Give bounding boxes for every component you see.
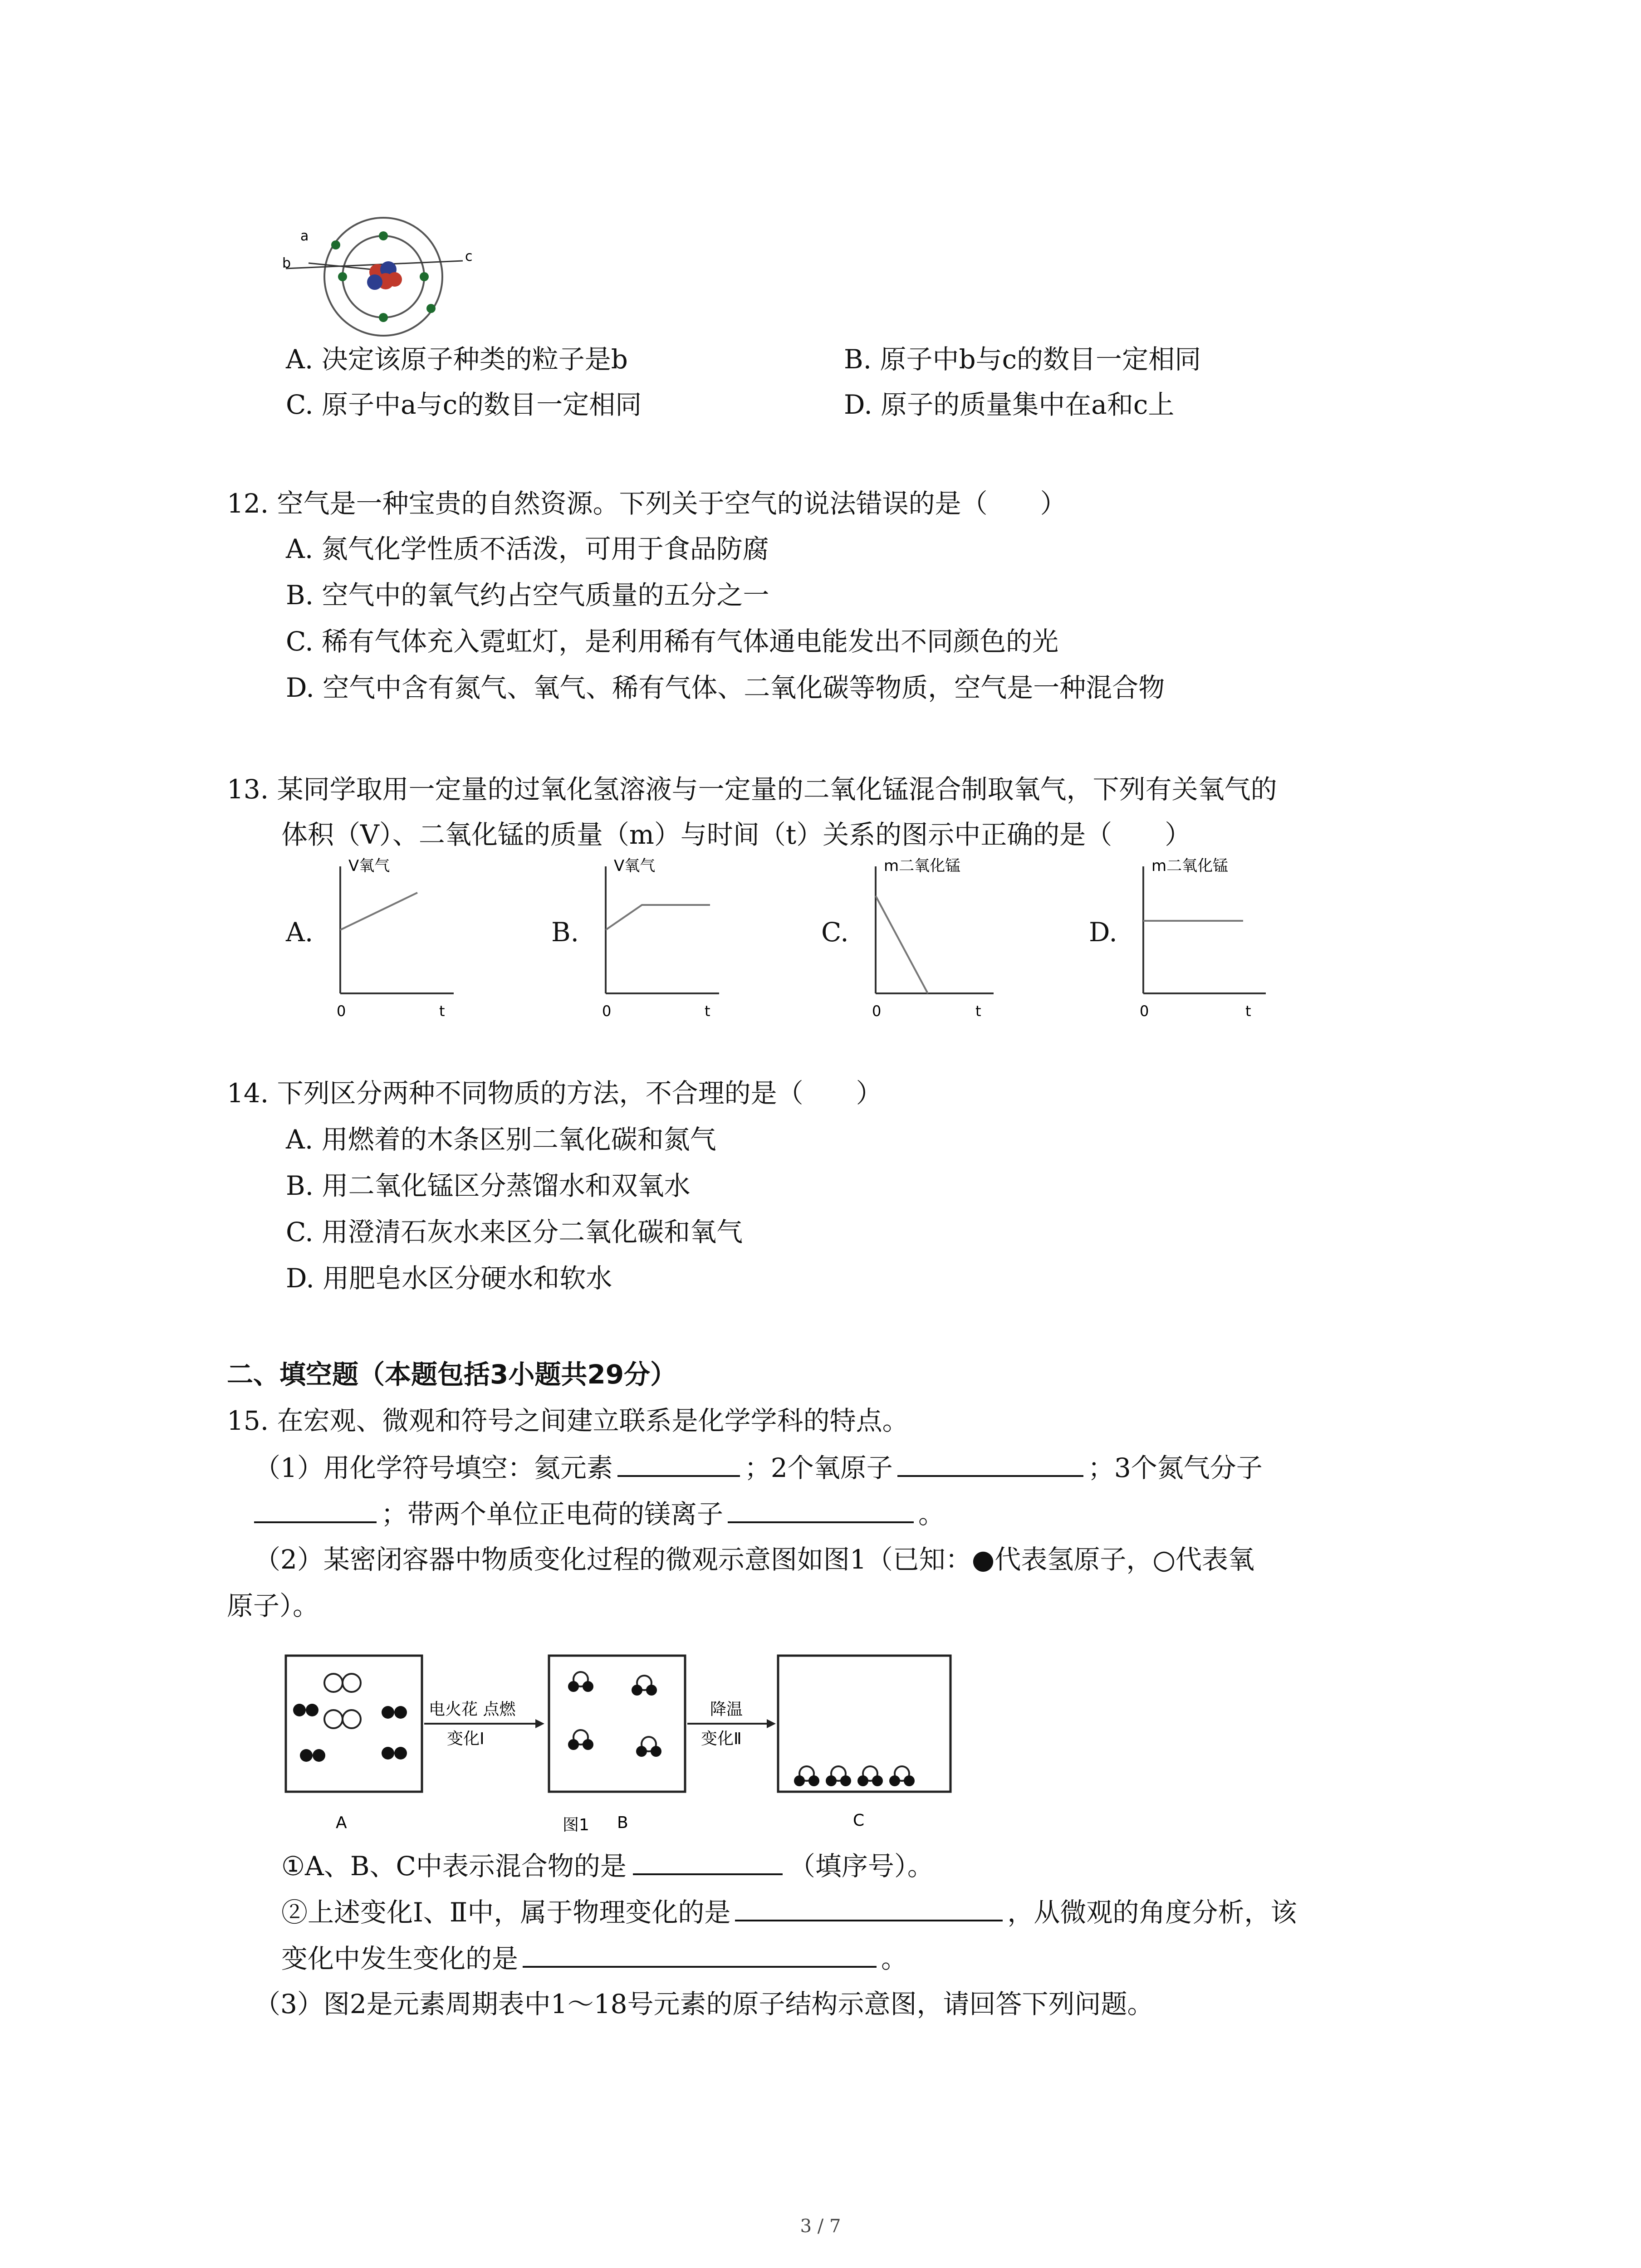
q13-graph-c-option: C. (821, 917, 849, 948)
graph-d-xlabel: t (1245, 1002, 1251, 1020)
q11-option-b: B. 原子中b与c的数目一定相同 (844, 344, 1201, 375)
q11-option-a: A. 决定该原子种类的粒子是b (286, 344, 628, 375)
q12-option-a: A. 氮气化学性质不活泼，可用于食品防腐 (286, 533, 769, 564)
arrow2-top-label: 降温 (710, 1700, 743, 1719)
graph-a-ylabel: V氧气 (348, 857, 390, 875)
q14-option-d: D. 用肥皂水区分硬水和软水 (286, 1263, 612, 1294)
water-molecules-b (568, 1672, 661, 1757)
answer-blank-magnesium-ion[interactable] (728, 1495, 914, 1523)
atom-structure-diagram (272, 213, 490, 340)
q14-option-b: B. 用二氧化锰区分蒸馏水和双氧水 (286, 1170, 691, 1201)
q13-graph-d (1130, 853, 1284, 1025)
q12-option-d: D. 空气中含有氮气、氧气、稀有气体、二氧化碳等物质，空气是一种混合物 (286, 672, 1165, 703)
graph-c-origin: 0 (872, 1002, 882, 1020)
page-number: 3 / 7 (800, 2216, 841, 2237)
q15-sub2-line1 (281, 1893, 1297, 1931)
q15-part2-line1: （2）某密闭容器中物质变化过程的微观示意图如图1（已知：●代表氢原子，○代表氧 (254, 1544, 1255, 1575)
q12-option-c: C. 稀有气体充入霓虹灯，是利用稀有气体通电能发出不同颜色的光 (286, 626, 1059, 657)
q15-p1-text-a: （1）用化学符号填空：氦元素 (254, 1452, 613, 1483)
figure-label-a: A (336, 1813, 347, 1832)
graph-c-xlabel: t (975, 1002, 981, 1020)
q11-option-c: C. 原子中a与c的数目一定相同 (286, 389, 642, 420)
q15-sub2-text-c: 变化中发生变化的是 (281, 1943, 519, 1974)
graph-a-xlabel: t (439, 1002, 445, 1020)
q15-part2-line2: 原子）。 (227, 1590, 319, 1621)
answer-blank-physical-change[interactable] (735, 1893, 1003, 1921)
graph-d-ylabel: m二氧化锰 (1151, 857, 1229, 875)
section-heading: 二、填空题（本题包括3小题共29分） (227, 1359, 677, 1390)
q13-stem-line1: 13. 某同学取用一定量的过氧化氢溶液与一定量的二氧化锰混合制取氧气，下列有关氧气的 (227, 774, 1277, 805)
q15-p1-text-d: ；带两个单位正电荷的镁离子 (381, 1499, 724, 1530)
q15-p1-text-b: ；2个氧原子 (744, 1452, 893, 1483)
q13-stem-line2: 体积（V）、二氧化锰的质量（m）与时间（t）关系的图示中正确的是（ ） (281, 819, 1191, 850)
figure-label-c: C (853, 1811, 865, 1830)
q15-sub2-text-d: 。 (881, 1943, 908, 1974)
graph-a-origin: 0 (337, 1002, 346, 1020)
q15-part3: （3）图2是元素周期表中1～18号元素的原子结构示意图，请回答下列问题。 (254, 1989, 1154, 2019)
q15-sub2-text-a: ②上述变化Ⅰ、Ⅱ中，属于物理变化的是 (281, 1897, 731, 1928)
graph-b-ylabel: V氧气 (614, 857, 656, 875)
q14-option-a: A. 用燃着的木条区别二氧化碳和氮气 (286, 1124, 716, 1155)
q11-option-d: D. 原子的质量集中在a和c上 (844, 389, 1175, 420)
q15-p1-text-e: 。 (918, 1499, 945, 1530)
q15-p1-text-c: ；3个氮气分子 (1087, 1452, 1263, 1483)
q15-part1-line2 (254, 1495, 945, 1532)
answer-blank-helium[interactable] (617, 1449, 740, 1477)
answer-blank-oxygen-atoms[interactable] (897, 1449, 1083, 1477)
q13-graph-d-option: D. (1089, 917, 1117, 948)
graph-c-line (876, 896, 928, 993)
label-c: c (465, 249, 473, 264)
arrow1-bottom-label: 变化Ⅰ (447, 1730, 485, 1748)
label-a: a (300, 228, 309, 244)
figure1-micro-diagram (272, 1647, 980, 1837)
water-molecules-c (794, 1766, 915, 1786)
box-b (549, 1656, 685, 1792)
q15-part1-line1 (254, 1449, 1263, 1486)
q15-sub2-line2 (281, 1940, 907, 1977)
q13-graph-c (862, 853, 1016, 1025)
q12-stem: 12. 空气是一种宝贵的自然资源。下列关于空气的说法错误的是（ ） (227, 488, 1067, 519)
answer-blank-micro-change[interactable] (523, 1940, 877, 1968)
figure-label-b: B (617, 1813, 628, 1832)
q15-sub1-text-a: ①A、B、C中表示混合物的是 (281, 1851, 627, 1882)
graph-d-origin: 0 (1140, 1002, 1149, 1020)
answer-blank-mixture[interactable] (633, 1847, 783, 1875)
q15-stem: 15. 在宏观、微观和符号之间建立联系是化学学科的特点。 (227, 1405, 909, 1436)
q13-graph-b-option: B. (551, 917, 579, 948)
graph-b-xlabel: t (705, 1002, 710, 1020)
graph-a-line (340, 893, 417, 930)
q15-sub1-text-b: （填序号）。 (789, 1851, 934, 1882)
q13-graph-a (327, 853, 463, 1025)
q12-option-b: B. 空气中的氧气约占空气质量的五分之一 (286, 580, 769, 611)
q14-option-c: C. 用澄清石灰水来区分二氧化碳和氧气 (286, 1217, 743, 1247)
figure-label-fig1: 图1 (563, 1816, 589, 1834)
q13-graph-b (592, 853, 728, 1025)
label-b: b (282, 255, 291, 271)
arrow2-bottom-label: 变化Ⅱ (701, 1730, 742, 1748)
graph-c-ylabel: m二氧化锰 (884, 857, 961, 875)
q14-stem: 14. 下列区分两种不同物质的方法，不合理的是（ ） (227, 1078, 882, 1109)
graph-b-origin: 0 (602, 1002, 612, 1020)
answer-blank-nitrogen-molecules[interactable] (254, 1495, 377, 1523)
q15-sub1 (281, 1847, 934, 1884)
q15-sub2-text-b: ，从微观的角度分析，该 (1007, 1897, 1297, 1928)
q13-graph-a-option: A. (286, 917, 314, 948)
arrow1-top-label: 电火花 点燃 (429, 1700, 516, 1719)
graph-b-line (606, 905, 710, 930)
